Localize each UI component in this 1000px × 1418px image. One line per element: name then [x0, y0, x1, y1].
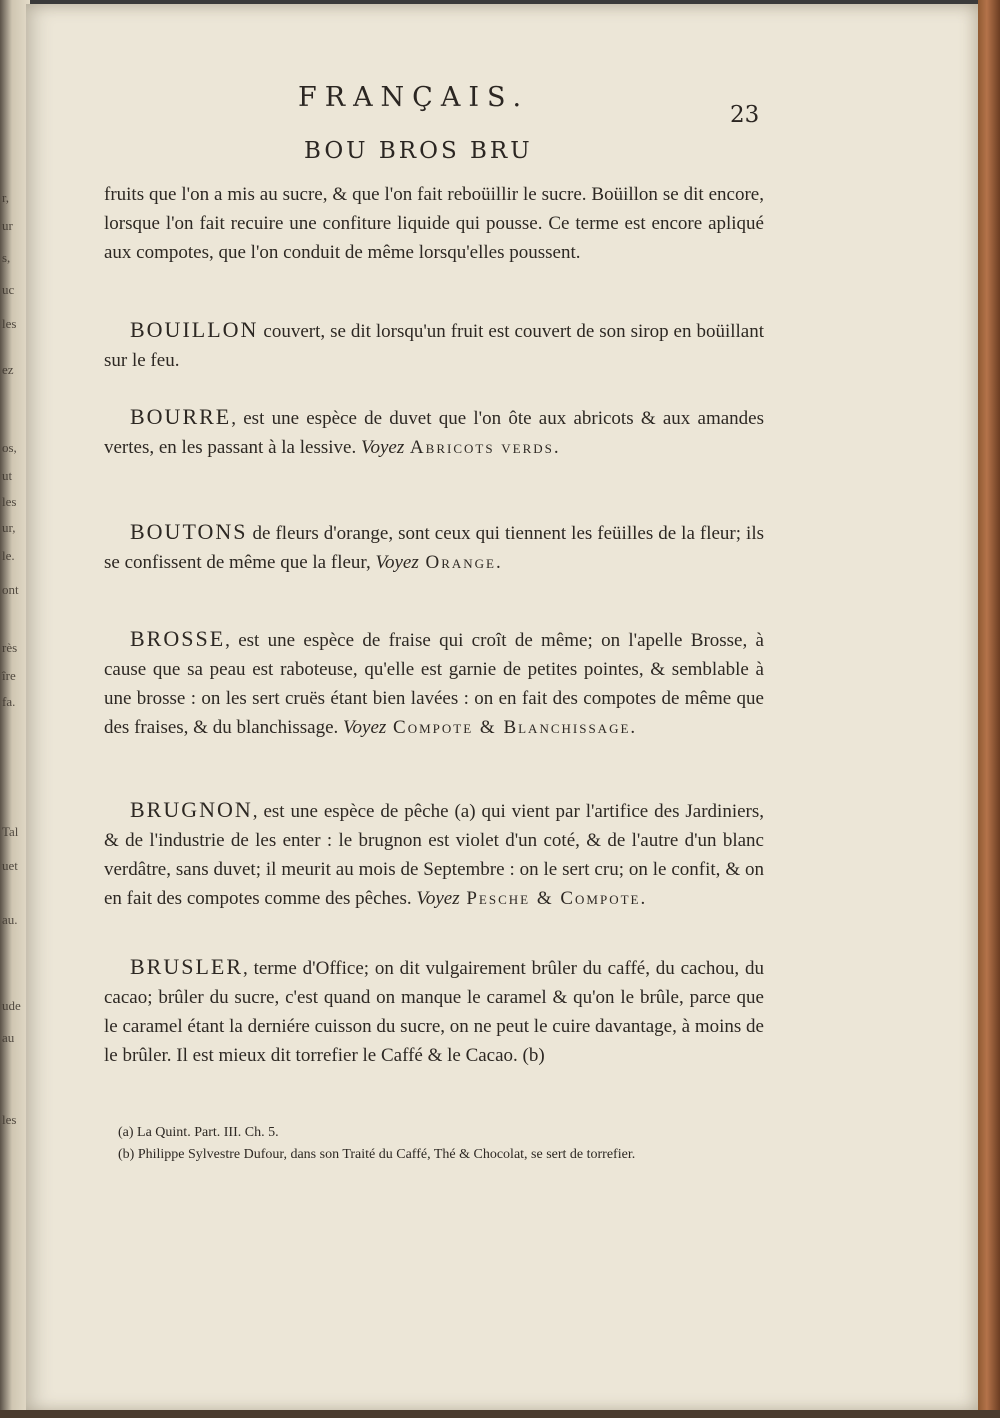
left-page-fragment: îre: [2, 668, 16, 683]
left-page-fragment: s,: [2, 250, 11, 265]
entry-text: , est une espèce de fraise qui croît de même; on l'apelle Brosse, à cause que sa peau est raboteuse, qu'elle est garnie de petites pointes, & semblable à une brosse : on les sert cruës étant bien lavées : on en fait des compotes de même que des fraises, & du blanchissage.: [104, 630, 764, 738]
entry-headword: BOURRE: [130, 404, 232, 429]
left-page-fragment: ont: [2, 582, 19, 597]
cross-reference: Pesche & Compote.: [459, 888, 648, 909]
page-number: 23: [730, 102, 760, 128]
left-page-fragment: r,: [2, 190, 10, 205]
left-page-fragment: os,: [2, 440, 17, 455]
running-title: FRANÇAIS.: [298, 82, 530, 113]
entry-brusler: [104, 952, 764, 1070]
entry-headword: BROSSE: [130, 626, 226, 651]
bottom-edge: [0, 1410, 1000, 1418]
entry-headword: BOUTONS: [130, 519, 248, 544]
left-page-fragment: au: [2, 1030, 15, 1045]
left-page-fragment: uet: [2, 858, 18, 873]
entry-continuation: [104, 180, 764, 267]
entry-brugnon: [104, 795, 764, 913]
footnotes: [104, 1122, 764, 1166]
left-page-fragment: ur: [2, 218, 13, 233]
left-page-fragment: au.: [2, 912, 18, 927]
guide-letters: BOU BROS BRU: [304, 138, 533, 164]
entry-boutons: [104, 517, 764, 577]
cross-reference: Abricots verds.: [404, 437, 561, 458]
voyez-label: Voyez: [416, 888, 460, 909]
left-page-fragment: les: [2, 494, 17, 509]
voyez-label: Voyez: [375, 552, 419, 573]
left-page-fragment: ut: [2, 468, 13, 483]
cross-reference: Orange.: [418, 552, 503, 573]
voyez-label: Voyez: [343, 717, 387, 738]
entry-text: fruits que l'on a mis au sucre, & que l'on fait reboüillir le sucre. Boüillon se dit encore, lorsque l'on fait recuire une confiture liquide qui pousse. Ce terme est encore apliqué aux compotes, que l'on conduit de même lorsqu'elles poussent.: [104, 184, 764, 263]
entry-text: couvert, se dit lorsqu'un fruit est couvert de son sirop en boüillant sur le feu.: [104, 321, 764, 371]
entry-bouillon-couvert: [104, 315, 764, 375]
left-page-fragment: les: [2, 1112, 17, 1127]
left-page-fragment: fa.: [2, 694, 16, 709]
left-page-fragment: le.: [2, 548, 15, 563]
left-page-fragment: uc: [2, 282, 15, 297]
entry-text: , est une espèce de duvet que l'on ôte aux abricots & aux amandes vertes, en les passant à la lessive.: [104, 408, 764, 458]
page-edge: [978, 0, 1000, 1418]
footnote: (a) La Quint. Part. III. Ch. 5.: [118, 1125, 279, 1140]
entry-headword: BOUILLON: [130, 317, 259, 342]
entry-headword: BRUSLER: [130, 954, 244, 979]
left-page-fragment: ur,: [2, 520, 16, 535]
left-page-fragment: les: [2, 316, 17, 331]
cross-reference: Compote & Blanchissage.: [386, 717, 638, 738]
entry-bourre: [104, 402, 764, 462]
entry-text: de fleurs d'orange, sont ceux qui tiennent les feüilles de la fleur; ils se confissent de même que la fleur,: [104, 523, 764, 573]
footnote: (b) Philippe Sylvestre Dufour, dans son Traité du Caffé, Thé & Chocolat, se sert de torrefier.: [118, 1147, 636, 1162]
entry-text: , est une espèce de pêche (a) qui vient par l'artifice des Jardiniers, & de l'industrie de les enter : le brugnon est violet d'un coté, & de l'autre d'un blanc verdâtre, sans duvet; il meurit au mois de Septembre : on le sert cru; on le confit, & on en fait des compotes comme des pêches.: [104, 801, 764, 909]
left-page-fragment: Tal: [2, 824, 19, 839]
left-page-fragment: ez: [2, 362, 14, 377]
left-page-fragment: rès: [2, 640, 18, 655]
entry-text: , terme d'Office; on dit vulgairement brûler du caffé, du cachou, du cacao; brûler du sucre, c'est quand on manque le caramel & qu'on le brûle, parce que le caramel étant la derniére cuisson du sucre, on ne peut le cuire davantage, à moins de le brûler. Il est mieux dit torrefier le Caffé & le Cacao. (b): [104, 958, 764, 1066]
voyez-label: Voyez: [360, 437, 405, 458]
left-page-fragment: ude: [2, 998, 21, 1013]
entry-brosse: [104, 624, 764, 742]
entry-headword: BRUGNON: [130, 797, 253, 822]
